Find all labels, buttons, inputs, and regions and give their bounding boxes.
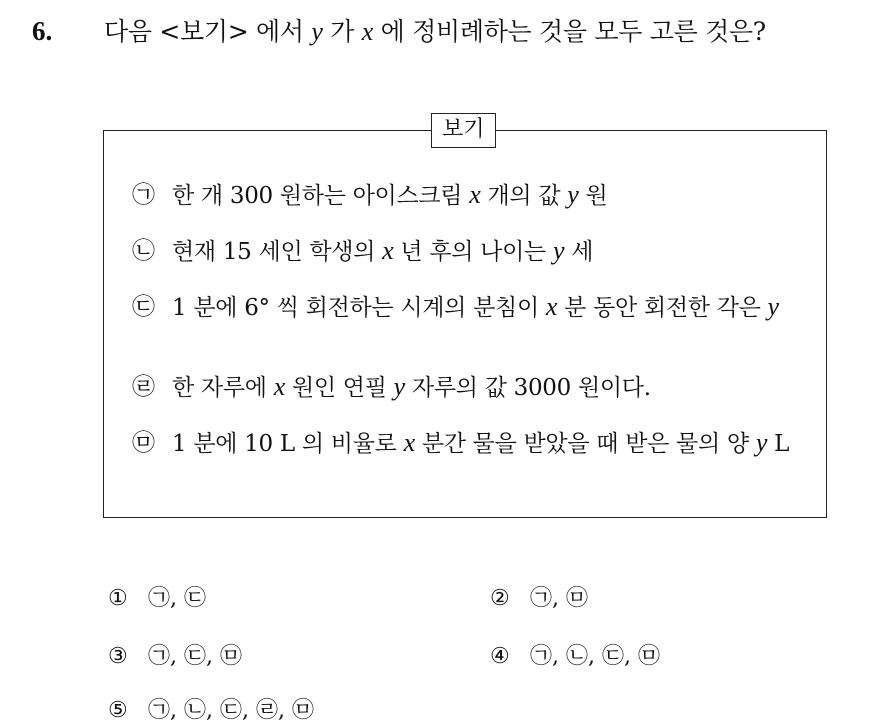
example-item-2 xyxy=(132,231,798,272)
choice-answer: ㉠, ㉤ xyxy=(530,586,588,611)
question-text: 다음 <보기> 에서 y 가 x 에 정비례하는 것을 모두 고른 것은? xyxy=(104,17,766,46)
item-text: 한 개 300 원하는 아이스크림 x 개의 값 y 원 xyxy=(172,180,608,209)
item-marker: ㉡ xyxy=(132,238,155,264)
example-box-title: 보기 xyxy=(431,113,496,148)
item-marker: ㉣ xyxy=(132,374,155,400)
example-item-5 xyxy=(132,423,798,464)
choice-answer: ㉠, ㉡, ㉢, ㉣, ㉤ xyxy=(148,698,314,723)
choice-answer: ㉠, ㉢ xyxy=(148,586,206,611)
item-marker: ㉤ xyxy=(132,430,155,456)
choice-3[interactable] xyxy=(108,640,242,674)
choice-answer: ㉠, ㉢, ㉤ xyxy=(148,644,242,669)
example-item-3 xyxy=(132,287,798,328)
choice-number: ④ xyxy=(490,644,510,669)
choice-number: ① xyxy=(108,586,128,611)
question-stem xyxy=(32,14,864,49)
choice-number: ③ xyxy=(108,644,128,669)
choice-2[interactable] xyxy=(490,582,588,616)
choice-4[interactable] xyxy=(490,640,660,674)
item-text: 1 분에 10 L 의 비율로 x 분간 물을 받았을 때 받은 물의 양 y L xyxy=(172,428,790,457)
example-item-1 xyxy=(132,175,798,216)
item-text: 1 분에 6° 씩 회전하는 시계의 분침이 x 분 동안 회전한 각은 y xyxy=(172,292,779,321)
item-marker: ㉠ xyxy=(132,182,155,208)
variable-y: y xyxy=(311,17,323,46)
variable-x: x xyxy=(361,17,373,46)
example-item-4 xyxy=(132,367,798,408)
choice-number: ② xyxy=(490,586,510,611)
choice-answer: ㉠, ㉡, ㉢, ㉤ xyxy=(530,644,660,669)
choice-1[interactable] xyxy=(108,582,206,616)
item-marker: ㉢ xyxy=(132,294,155,320)
choice-number: ⑤ xyxy=(108,698,128,723)
choice-5[interactable] xyxy=(108,694,314,728)
item-text: 한 자루에 x 원인 연필 y 자루의 값 3000 원이다. xyxy=(172,372,651,401)
item-text: 현재 15 세인 학생의 x 년 후의 나이는 y 세 xyxy=(172,236,594,265)
example-box xyxy=(103,117,827,518)
question-number: 6. xyxy=(32,16,53,46)
